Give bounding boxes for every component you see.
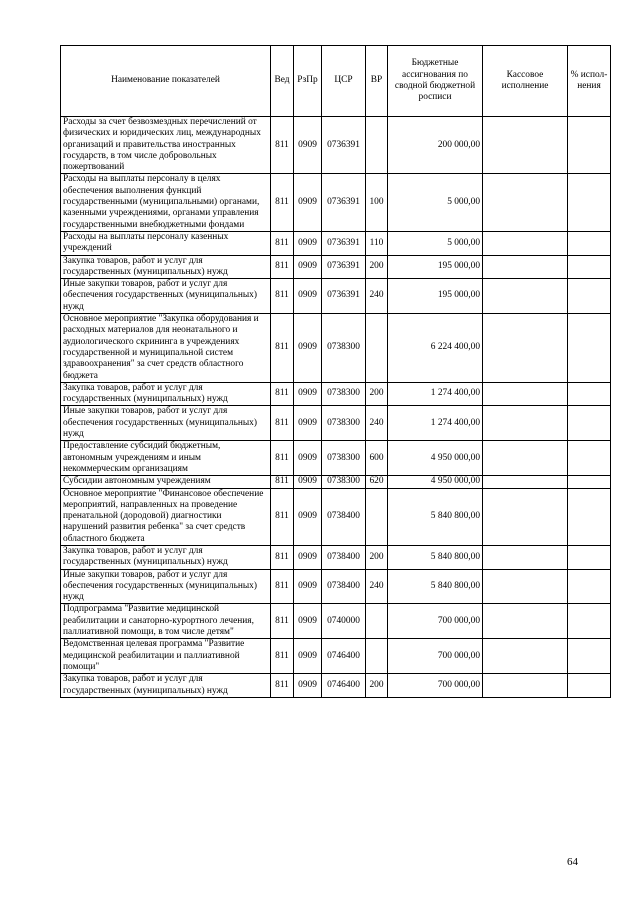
table-row xyxy=(61,279,611,314)
cell-csr: 0738400 xyxy=(322,488,366,545)
table-row xyxy=(61,255,611,279)
cell-budget: 4 950 000,00 xyxy=(388,476,483,488)
cell-rzpr: 0909 xyxy=(294,382,322,406)
cell-vr: 620 xyxy=(366,476,388,488)
cell-cash xyxy=(483,441,568,476)
cell-name: Закупка товаров, работ и услуг для государственных (муниципальных) нужд xyxy=(61,674,271,698)
cell-pct xyxy=(568,279,611,314)
cell-vr: 200 xyxy=(366,255,388,279)
cell-budget: 5 840 800,00 xyxy=(388,545,483,569)
cell-pct xyxy=(568,174,611,231)
cell-cash xyxy=(483,569,568,604)
header-ved: Вед xyxy=(271,46,294,117)
cell-name: Расходы на выплаты персоналу казенных учреждений xyxy=(61,231,271,255)
cell-cash xyxy=(483,674,568,698)
cell-pct xyxy=(568,255,611,279)
cell-name: Закупка товаров, работ и услуг для государственных (муниципальных) нужд xyxy=(61,382,271,406)
cell-name: Иные закупки товаров, работ и услуг для обеспечения государственных (муниципальных) нужд xyxy=(61,569,271,604)
cell-rzpr: 0909 xyxy=(294,674,322,698)
cell-name: Закупка товаров, работ и услуг для государственных (муниципальных) нужд xyxy=(61,255,271,279)
cell-rzpr: 0909 xyxy=(294,255,322,279)
cell-rzpr: 0909 xyxy=(294,279,322,314)
cell-pct xyxy=(568,569,611,604)
cell-pct xyxy=(568,231,611,255)
cell-ved: 811 xyxy=(271,117,294,174)
budget-execution-table xyxy=(60,45,611,698)
cell-vr xyxy=(366,117,388,174)
cell-name: Иные закупки товаров, работ и услуг для обеспечения государственных (муниципальных) нужд xyxy=(61,279,271,314)
cell-pct xyxy=(568,406,611,441)
cell-ved: 811 xyxy=(271,174,294,231)
cell-pct xyxy=(568,545,611,569)
header-cash: Кассовое исполнение xyxy=(483,46,568,117)
cell-csr: 0738300 xyxy=(322,441,366,476)
cell-csr: 0738300 xyxy=(322,382,366,406)
cell-vr xyxy=(366,488,388,545)
cell-pct xyxy=(568,604,611,639)
cell-ved: 811 xyxy=(271,441,294,476)
cell-cash xyxy=(483,382,568,406)
cell-budget: 6 224 400,00 xyxy=(388,314,483,383)
cell-cash xyxy=(483,174,568,231)
cell-name: Ведомственная целевая программа "Развитие медицинской реабилитации и паллиативной помощи" xyxy=(61,639,271,674)
cell-vr: 600 xyxy=(366,441,388,476)
cell-vr: 240 xyxy=(366,406,388,441)
cell-ved: 811 xyxy=(271,604,294,639)
cell-ved: 811 xyxy=(271,314,294,383)
table-header-row xyxy=(61,46,611,117)
cell-cash xyxy=(483,406,568,441)
table-row xyxy=(61,406,611,441)
cell-ved: 811 xyxy=(271,674,294,698)
cell-vr: 100 xyxy=(366,174,388,231)
cell-budget: 1 274 400,00 xyxy=(388,406,483,441)
table-row xyxy=(61,382,611,406)
cell-budget: 700 000,00 xyxy=(388,674,483,698)
cell-ved: 811 xyxy=(271,569,294,604)
cell-rzpr: 0909 xyxy=(294,406,322,441)
cell-rzpr: 0909 xyxy=(294,231,322,255)
cell-csr: 0740000 xyxy=(322,604,366,639)
cell-pct xyxy=(568,314,611,383)
table-row xyxy=(61,604,611,639)
cell-budget: 5 000,00 xyxy=(388,174,483,231)
cell-budget: 195 000,00 xyxy=(388,279,483,314)
cell-rzpr: 0909 xyxy=(294,488,322,545)
cell-csr: 0736391 xyxy=(322,117,366,174)
cell-budget: 195 000,00 xyxy=(388,255,483,279)
cell-cash xyxy=(483,476,568,488)
table-row xyxy=(61,117,611,174)
cell-name: Субсидии автономным учреждениям xyxy=(61,476,271,488)
cell-vr: 240 xyxy=(366,279,388,314)
cell-vr xyxy=(366,314,388,383)
cell-vr xyxy=(366,639,388,674)
cell-rzpr: 0909 xyxy=(294,314,322,383)
cell-name: Основное мероприятие "Финансовое обеспечение мероприятий, направленных на проведение пренатальной (дородовой) диагностики нарушений развития ребенка" за счет средств областного бюджета xyxy=(61,488,271,545)
table-row xyxy=(61,314,611,383)
cell-name: Закупка товаров, работ и услуг для государственных (муниципальных) нужд xyxy=(61,545,271,569)
cell-budget: 5 000,00 xyxy=(388,231,483,255)
cell-cash xyxy=(483,117,568,174)
cell-vr xyxy=(366,604,388,639)
cell-rzpr: 0909 xyxy=(294,569,322,604)
cell-cash xyxy=(483,545,568,569)
cell-rzpr: 0909 xyxy=(294,441,322,476)
cell-name: Расходы за счет безвозмездных перечислений от физических и юридических лиц, международных организаций и правительства иностранных государств, в том числе добровольных пожертвований xyxy=(61,117,271,174)
cell-rzpr: 0909 xyxy=(294,604,322,639)
cell-csr: 0738300 xyxy=(322,476,366,488)
cell-csr: 0746400 xyxy=(322,674,366,698)
cell-ved: 811 xyxy=(271,639,294,674)
cell-cash xyxy=(483,639,568,674)
cell-ved: 811 xyxy=(271,406,294,441)
cell-cash xyxy=(483,279,568,314)
cell-budget: 4 950 000,00 xyxy=(388,441,483,476)
cell-vr: 200 xyxy=(366,545,388,569)
cell-pct xyxy=(568,476,611,488)
cell-name: Предоставление субсидий бюджетным, автономным учреждениям и иным некоммерческим организациям xyxy=(61,441,271,476)
table-body xyxy=(61,117,611,698)
cell-csr: 0746400 xyxy=(322,639,366,674)
page-number: 64 xyxy=(567,856,578,868)
cell-rzpr: 0909 xyxy=(294,476,322,488)
cell-csr: 0738300 xyxy=(322,406,366,441)
cell-vr: 110 xyxy=(366,231,388,255)
cell-ved: 811 xyxy=(271,488,294,545)
cell-budget: 5 840 800,00 xyxy=(388,569,483,604)
cell-pct xyxy=(568,382,611,406)
cell-budget: 1 274 400,00 xyxy=(388,382,483,406)
cell-budget: 700 000,00 xyxy=(388,639,483,674)
cell-ved: 811 xyxy=(271,255,294,279)
table-row xyxy=(61,231,611,255)
cell-name: Подпрограмма "Развитие медицинской реабилитации и санаторно-курортного лечения, паллиативной помощи, в том числе детям" xyxy=(61,604,271,639)
cell-cash xyxy=(483,604,568,639)
cell-csr: 0738400 xyxy=(322,545,366,569)
cell-cash xyxy=(483,314,568,383)
table-row xyxy=(61,569,611,604)
cell-ved: 811 xyxy=(271,382,294,406)
table-row xyxy=(61,639,611,674)
header-pct: % испол-нения xyxy=(568,46,611,117)
cell-name: Расходы на выплаты персоналу в целях обеспечения выполнения функций государственными (муниципальными) органами, казенными учреждениями, органами управления государственными внебюджетными фондами xyxy=(61,174,271,231)
cell-vr: 200 xyxy=(366,674,388,698)
cell-csr: 0736391 xyxy=(322,255,366,279)
cell-name: Иные закупки товаров, работ и услуг для обеспечения государственных (муниципальных) нужд xyxy=(61,406,271,441)
cell-cash xyxy=(483,231,568,255)
cell-budget: 5 840 800,00 xyxy=(388,488,483,545)
table-row xyxy=(61,174,611,231)
cell-rzpr: 0909 xyxy=(294,639,322,674)
cell-csr: 0736391 xyxy=(322,279,366,314)
cell-pct xyxy=(568,117,611,174)
table-row xyxy=(61,488,611,545)
cell-ved: 811 xyxy=(271,476,294,488)
cell-rzpr: 0909 xyxy=(294,174,322,231)
cell-csr: 0738400 xyxy=(322,569,366,604)
cell-rzpr: 0909 xyxy=(294,545,322,569)
cell-csr: 0736391 xyxy=(322,231,366,255)
header-rzpr: РзПр xyxy=(294,46,322,117)
cell-csr: 0736391 xyxy=(322,174,366,231)
table-row xyxy=(61,545,611,569)
cell-budget: 200 000,00 xyxy=(388,117,483,174)
header-csr: ЦСР xyxy=(322,46,366,117)
cell-name: Основное мероприятие "Закупка оборудования и расходных материалов для неонатального и аудиологического скрининга в учреждениях государственной и муниципальной систем здравоохранения" за счет средств областного бюджета xyxy=(61,314,271,383)
cell-pct xyxy=(568,441,611,476)
cell-vr: 240 xyxy=(366,569,388,604)
cell-pct xyxy=(568,639,611,674)
cell-ved: 811 xyxy=(271,231,294,255)
cell-pct xyxy=(568,488,611,545)
header-budget: Бюджетные ассигнования по сводной бюджетной росписи xyxy=(388,46,483,117)
table-row xyxy=(61,441,611,476)
header-name: Наименование показателей xyxy=(61,46,271,117)
cell-ved: 811 xyxy=(271,545,294,569)
header-vr: ВР xyxy=(366,46,388,117)
cell-csr: 0738300 xyxy=(322,314,366,383)
cell-cash xyxy=(483,255,568,279)
cell-vr: 200 xyxy=(366,382,388,406)
cell-ved: 811 xyxy=(271,279,294,314)
cell-cash xyxy=(483,488,568,545)
cell-pct xyxy=(568,674,611,698)
table-row xyxy=(61,476,611,488)
table-row xyxy=(61,674,611,698)
cell-budget: 700 000,00 xyxy=(388,604,483,639)
cell-rzpr: 0909 xyxy=(294,117,322,174)
